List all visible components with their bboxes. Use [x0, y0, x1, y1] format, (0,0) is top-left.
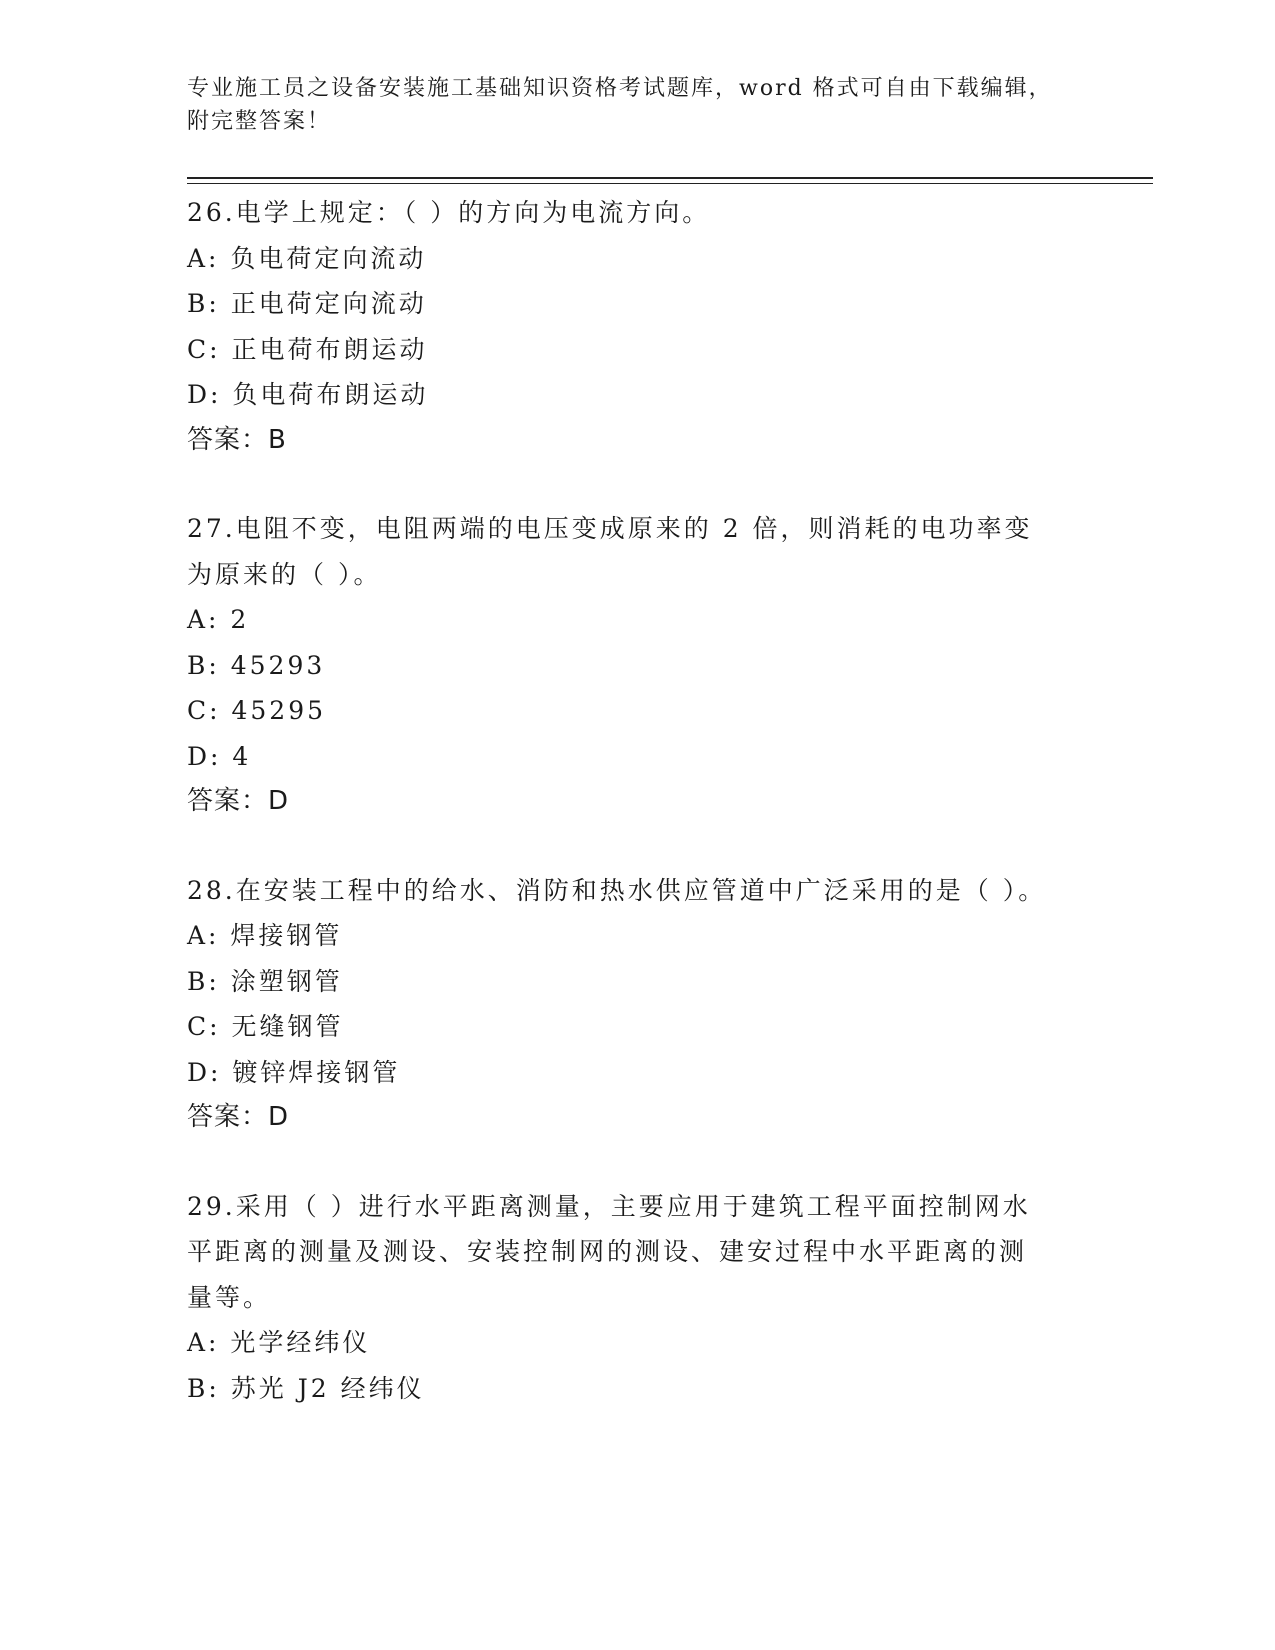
question-29 [187, 1184, 1087, 1412]
option-d: D: 负电荷布朗运动 [187, 380, 429, 409]
question-text: 28.在安装工程中的给水、消防和热水供应管道中广泛采用的是（ ）。 [187, 875, 1047, 905]
question-text: 27.电阻不变，电阻两端的电压变成原来的 2 倍，则消耗的电功率变为原来的（ ）。 [187, 514, 1033, 589]
answer-line: 答案：D [187, 1102, 290, 1132]
header-line-1: 专业施工员之设备安装施工基础知识资格考试题库，word 格式可自由下载编辑， [187, 76, 1053, 101]
option-a: A: 2 [187, 605, 250, 634]
option-a: A: 光学经纬仪 [187, 1328, 371, 1357]
question-26 [187, 190, 1087, 463]
option-b: B: 45293 [187, 650, 326, 680]
option-b: B: 涂塑钢管 [187, 966, 343, 996]
question-text: 26.电学上规定：（ ）的方向为电流方向。 [187, 198, 711, 227]
question-27 [187, 506, 1087, 825]
header-divider-thin [187, 183, 1153, 184]
option-c: C: 45295 [187, 696, 327, 725]
question-text: 29.采用（ ）进行水平距离测量，主要应用于建筑工程平面控制网水平距离的测量及测设、安装控制网的测设、建安过程中水平距离的测量等。 [187, 1191, 1031, 1312]
document-header [187, 72, 1087, 138]
question-list [187, 190, 1087, 1454]
option-d: D: 镀锌焊接钢管 [187, 1057, 401, 1087]
option-d: D: 4 [187, 741, 252, 771]
answer-line: 答案：B [187, 424, 287, 455]
header-line-2: 附完整答案！ [187, 109, 332, 134]
option-c: C: 无缝钢管 [187, 1012, 344, 1041]
header-divider-thick [187, 177, 1153, 179]
option-b: B: 正电荷定向流动 [187, 289, 427, 318]
option-b: B: 苏光 J2 经纬仪 [187, 1373, 425, 1403]
option-c: C: 正电荷布朗运动 [187, 334, 428, 364]
option-a: A: 负电荷定向流动 [187, 243, 427, 273]
answer-line: 答案：D [187, 786, 290, 816]
option-a: A: 焊接钢管 [187, 921, 343, 950]
question-28 [187, 868, 1087, 1141]
